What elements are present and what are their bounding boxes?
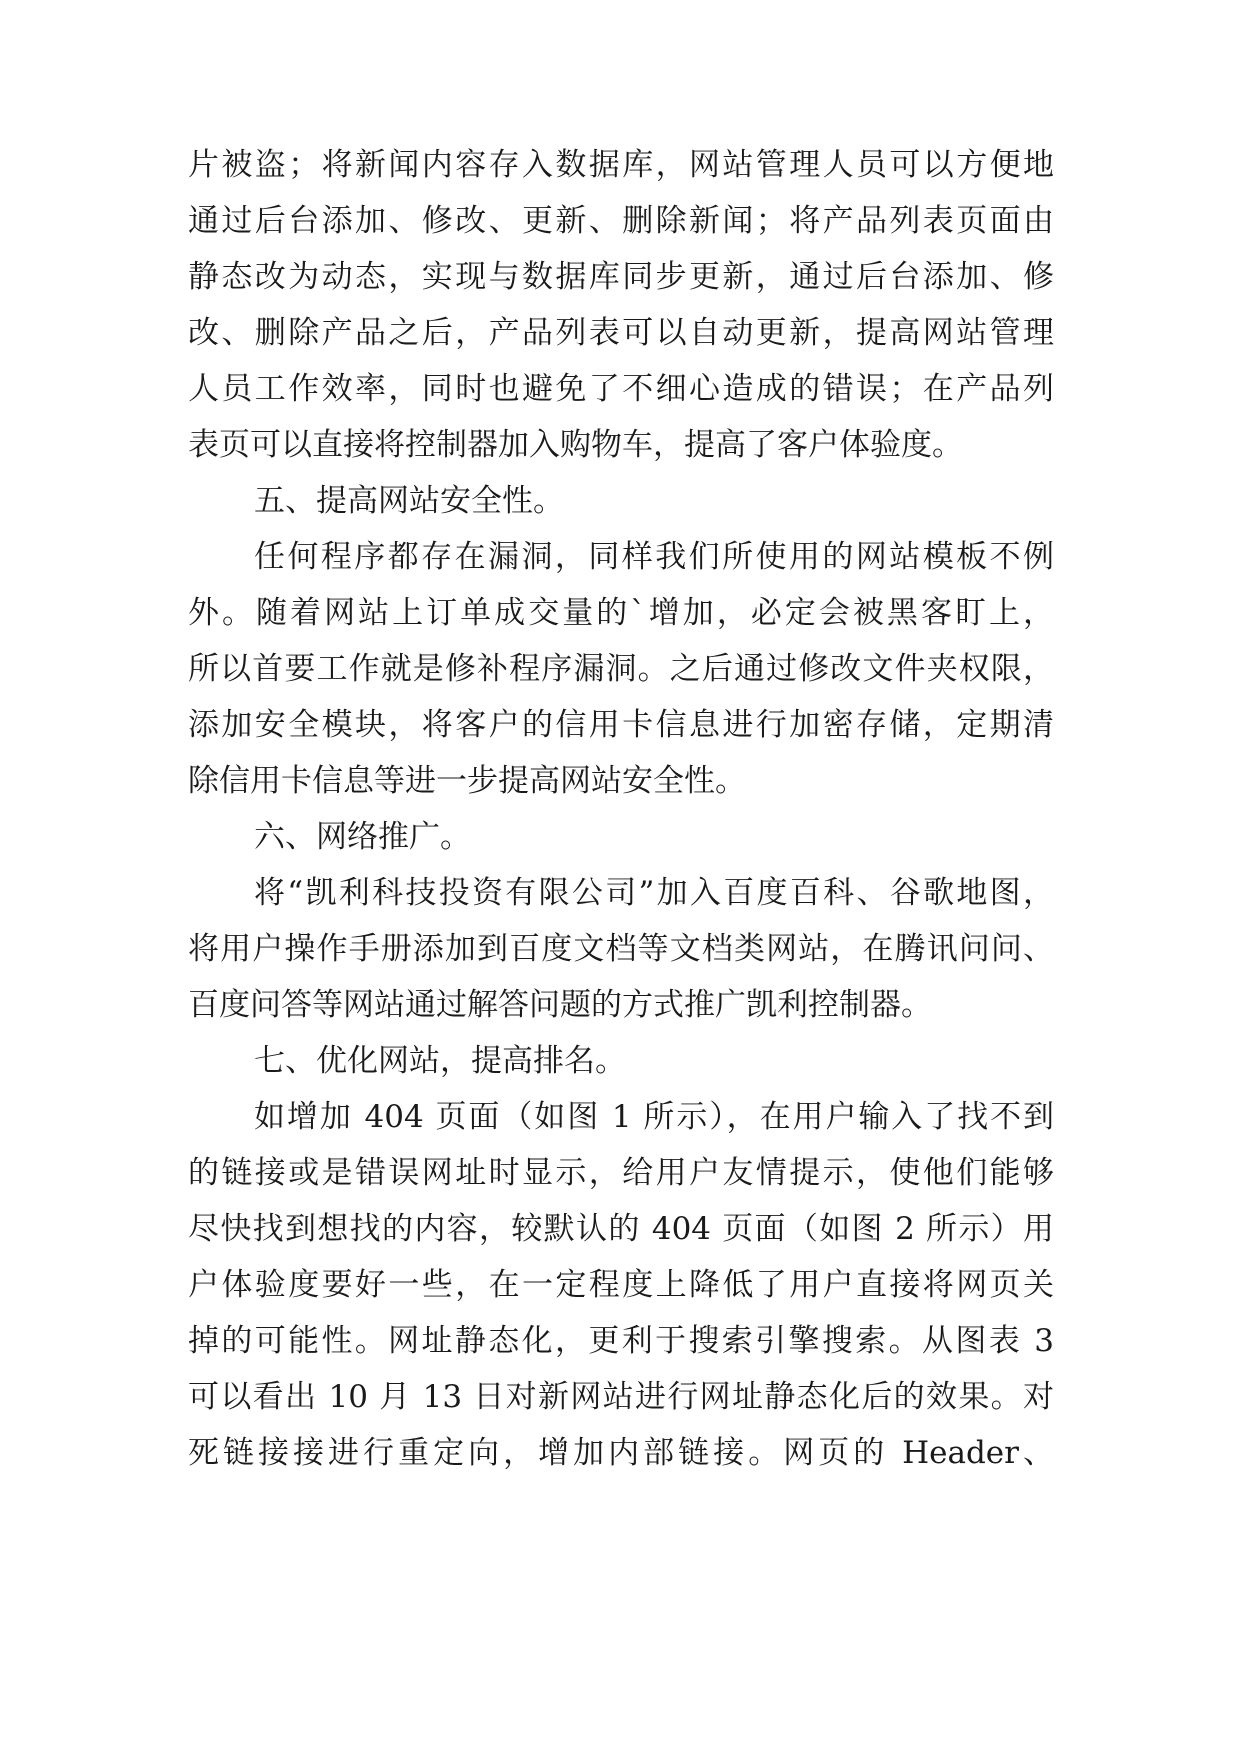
- text-line: 表页可以直接将控制器加入购物车，提高了客户体验度。: [188, 427, 963, 463]
- text-line: 外。随着网站上订单成交量的`增加，必定会被黑客盯上，: [188, 595, 1054, 631]
- section-heading: 五、提高网站安全性。: [254, 483, 564, 519]
- text-line: 尽快找到想找的内容，较默认的 404 页面（如图 2 所示）用: [188, 1211, 1054, 1247]
- text-line: 通过后台添加、修改、更新、删除新闻；将产品列表页面由: [188, 203, 1054, 239]
- text-line: 如增加 404 页面（如图 1 所示），在用户输入了找不到: [254, 1099, 1054, 1135]
- text-line: 任何程序都存在漏洞，同样我们所使用的网站模板不例: [254, 539, 1054, 575]
- text-line: 改、删除产品之后，产品列表可以自动更新，提高网站管理: [188, 315, 1054, 351]
- text-line: 所以首要工作就是修补程序漏洞。之后通过修改文件夹权限，: [188, 651, 1054, 687]
- text-line: 死链接接进行重定向，增加内部链接。网页的 Header、: [188, 1435, 1054, 1471]
- text-line: 静态改为动态，实现与数据库同步更新，通过后台添加、修: [188, 259, 1054, 295]
- text-line: 除信用卡信息等进一步提高网站安全性。: [188, 763, 746, 799]
- text-line: 将“凯利科技投资有限公司”加入百度百科、谷歌地图，: [254, 875, 1054, 911]
- text-line: 户体验度要好一些，在一定程度上降低了用户直接将网页关: [188, 1267, 1054, 1303]
- text-line: 的链接或是错误网址时显示，给用户友情提示，使他们能够: [188, 1155, 1054, 1191]
- section-heading: 六、网络推广。: [254, 819, 471, 855]
- text-line: 掉的可能性。网址静态化，更利于搜索引擎搜索。从图表 3: [188, 1323, 1054, 1359]
- text-line: 将用户操作手册添加到百度文档等文档类网站，在腾讯问问、: [188, 931, 1054, 967]
- text-line: 百度问答等网站通过解答问题的方式推广凯利控制器。: [188, 987, 932, 1023]
- text-line: 片被盗；将新闻内容存入数据库，网站管理人员可以方便地: [188, 147, 1054, 183]
- text-line: 可以看出 10 月 13 日对新网站进行网址静态化后的效果。对: [188, 1379, 1054, 1415]
- text-line: 添加安全模块，将客户的信用卡信息进行加密存储，定期清: [188, 707, 1054, 743]
- text-line: 人员工作效率，同时也避免了不细心造成的错误；在产品列: [188, 371, 1054, 407]
- section-heading: 七、优化网站，提高排名。: [254, 1043, 626, 1079]
